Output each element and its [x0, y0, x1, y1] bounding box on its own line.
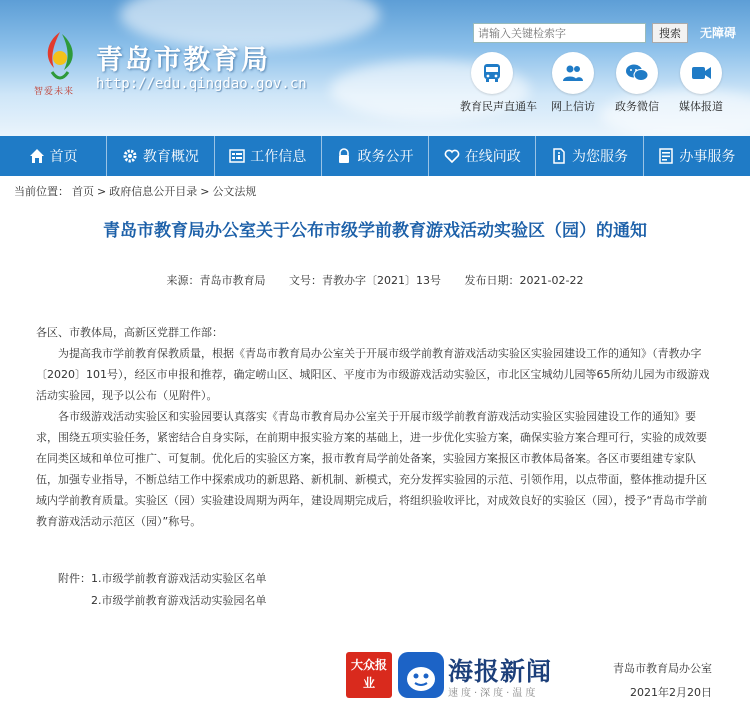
checklist-icon: [658, 148, 674, 164]
breadcrumb-prefix: 当前位置：: [14, 185, 69, 198]
nav-item-gov-open[interactable]: [322, 136, 429, 176]
sign-date: 2021年2月20日: [630, 686, 712, 699]
nav-item-service[interactable]: [536, 136, 643, 176]
accessibility-link[interactable]: 无障碍: [700, 26, 737, 40]
nav-item-home[interactable]: [0, 136, 107, 176]
haibao-logo-icon: [398, 652, 444, 698]
site-logo[interactable]: [36, 28, 84, 90]
quick-link-label: 媒体报道: [679, 100, 723, 113]
lock-icon: [336, 148, 352, 164]
article-salutation: 各区、市教体局，高新区党群工作部：: [36, 326, 223, 339]
article-title: 青岛市教育局办公室关于公布市级学前教育游戏活动实验区（园）的通知: [103, 221, 647, 241]
home-icon: [29, 148, 45, 164]
logo-motto: 智爱未来: [34, 87, 75, 97]
attachment-item[interactable]: 2.市级学前教育游戏活动实验园名单: [91, 594, 267, 607]
quick-link-media[interactable]: [669, 52, 733, 114]
nav-item-label: 为您服务: [572, 149, 629, 165]
article-meta: [0, 272, 750, 288]
nav-item-affairs[interactable]: [644, 136, 750, 176]
nav-item-label: 在线问政: [464, 149, 521, 165]
search-button[interactable]: 搜索: [652, 23, 688, 43]
gear-icon: [122, 148, 138, 164]
quick-link-label: 政务微信: [615, 100, 659, 113]
main-nav: [0, 136, 750, 176]
nav-item-label: 工作信息: [250, 149, 307, 165]
breadcrumb-separator: >: [97, 185, 107, 198]
nav-item-online-inquiry[interactable]: [429, 136, 536, 176]
signature-block: [613, 657, 712, 705]
article-date: 发布日期：2021-02-22: [464, 274, 584, 287]
article-doc-number: 文号：青教办字〔2021〕13号: [289, 274, 442, 287]
breadcrumb: [14, 183, 259, 199]
quick-link-hotline[interactable]: [460, 52, 537, 114]
dazhong-logo: 大众报业: [346, 652, 392, 698]
nav-item-label: 政务公开: [357, 149, 414, 165]
quick-link-petition[interactable]: [541, 52, 605, 114]
document-icon: [551, 148, 567, 164]
attachment-item[interactable]: 附件：1.市级学前教育游戏活动实验区名单: [58, 572, 267, 585]
nav-item-overview[interactable]: [107, 136, 214, 176]
breadcrumb-link-documents[interactable]: 公文法规: [212, 185, 257, 198]
users-icon: [552, 52, 594, 94]
breadcrumb-link-catalog[interactable]: 政府信息公开目录: [109, 185, 198, 198]
article-paragraph: 为提高我市学前教育保教质量，根据《青岛市教育局办公室关于开展市级学前教育游戏活动实验区实验园建设工作的通知》（青教办字〔2020〕101号），经区市申报和推荐，确定崂山区、城阳区、平度市为市级游戏活动实验区，市北区宝城幼儿园等65所幼儿园为市级游戏活动实验园，现予以公布（见附件）。: [36, 347, 710, 402]
article-paragraph: 各市级游戏活动实验区和实验园要认真落实《青岛市教育局办公室关于开展市级学前教育游戏活动实验区实验园建设工作的通知》要求，围绕五项实验任务，紧密结合自身实际，在前期申报实验方案的基础上，进一步优化实验方案，确保实验方案合理可行，实验的成效要在同类区域和单位可推广、可复制。优化后的实验区方案，报市教育局学前处备案，实验园方案报区市教体局备案。各区市要组建专家队伍，加强专业指导，不断总结工作中探索成功的新思路、新机制、新模式，充分发挥实验园的示范、引领作用，以点带面，整体推动提升区域内学前教育质量。实验区（园）实验建设周期为两年，建设周期完成后，将组织验收评比，对成效良好的实验区（园），授予“青岛市学前教育游戏活动示范区（园）”称号。: [36, 410, 708, 528]
quick-link-label: 网上信访: [551, 100, 595, 113]
quick-link-wechat[interactable]: [605, 52, 669, 114]
bus-icon: [471, 52, 513, 94]
article-source: 来源：青岛市教育局: [166, 274, 266, 287]
list-icon: [229, 148, 245, 164]
breadcrumb-link-home[interactable]: 首页: [72, 185, 94, 198]
video-icon: [680, 52, 722, 94]
breadcrumb-separator: >: [200, 185, 210, 198]
wechat-icon: [616, 52, 658, 94]
nav-item-work-info[interactable]: [215, 136, 322, 176]
attachments: [58, 568, 267, 612]
nav-item-label: 教育概况: [142, 149, 199, 165]
site-header: [0, 0, 750, 136]
site-title[interactable]: 青岛市教育局: [96, 45, 270, 76]
heart-icon: [444, 148, 460, 164]
article-body: [36, 322, 716, 532]
nav-item-label: 首页: [49, 149, 78, 165]
haibao-slogan: 速度·深度·温度: [448, 688, 539, 699]
site-url: http://edu.qingdao.gov.cn: [96, 76, 307, 92]
quick-link-label: 教育民声直通车: [460, 100, 537, 113]
haibao-title: 海报新闻: [448, 657, 553, 686]
search-input[interactable]: [473, 23, 646, 43]
signer: 青岛市教育局办公室: [613, 662, 712, 675]
nav-item-label: 办事服务: [679, 149, 736, 165]
